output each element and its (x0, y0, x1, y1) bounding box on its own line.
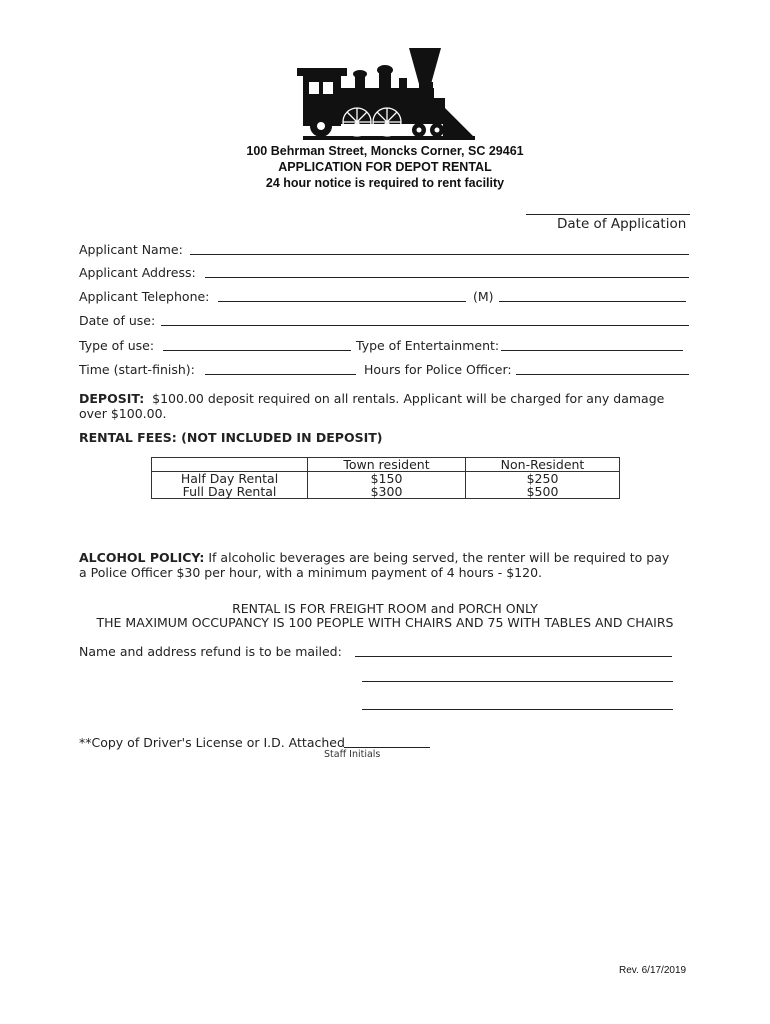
applicant-address-label: Applicant Address: (79, 265, 196, 280)
mobile-label: (M) (473, 289, 494, 304)
train-logo (293, 44, 478, 144)
table-cell: Half Day Rental (152, 472, 308, 486)
license-label: **Copy of Driver's License or I.D. Attached (79, 735, 345, 750)
deposit-text: $100.00 deposit required on all rentals. Applicant will be charged for any damage over $100.00. (79, 391, 665, 421)
alcohol-policy-paragraph (79, 550, 679, 580)
table-cell: $500 (466, 485, 620, 499)
hours-police-field[interactable] (516, 374, 689, 375)
type-of-use-field[interactable] (163, 350, 351, 351)
hours-police-label: Hours for Police Officer: (364, 362, 512, 377)
alcohol-policy-label: ALCOHOL POLICY: (79, 550, 205, 565)
table-header-row (152, 458, 620, 472)
occupancy-note: THE MAXIMUM OCCUPANCY IS 100 PEOPLE WITH CHAIRS AND 75 WITH TABLES AND CHAIRS (96, 615, 674, 630)
applicant-telephone-field[interactable] (218, 301, 466, 302)
date-of-application-field[interactable] (526, 214, 690, 215)
applicant-name-label: Applicant Name: (79, 242, 183, 257)
date-of-application-label: Date of Application (557, 216, 687, 232)
table-cell: Full Day Rental (152, 485, 308, 499)
table-row (152, 485, 620, 499)
rental-scope-note: RENTAL IS FOR FREIGHT ROOM and PORCH ONLY (232, 601, 538, 616)
applicant-telephone-label: Applicant Telephone: (79, 289, 210, 304)
table-header-cell: Non-Resident (466, 458, 620, 472)
alcohol-policy-text: If alcoholic beverages are being served, the renter will be required to pay a Police Officer $30 per hour, with a minimum payment of 4 hours - $120. (79, 550, 670, 580)
table-cell: $300 (308, 485, 466, 499)
date-of-use-field[interactable] (161, 325, 689, 326)
table-header-cell (152, 458, 308, 472)
header-address: 100 Behrman Street, Moncks Corner, SC 29461 (246, 144, 524, 158)
deposit-label: DEPOSIT: (79, 391, 145, 406)
type-of-entertainment-field[interactable] (501, 350, 683, 351)
rental-fees-heading: RENTAL FEES: (NOT INCLUDED IN DEPOSIT) (79, 430, 383, 445)
type-of-entertainment-label: Type of Entertainment: (356, 338, 500, 353)
refund-field-line-3[interactable] (362, 709, 673, 710)
mobile-phone-field[interactable] (499, 301, 686, 302)
header-notice: 24 hour notice is required to rent facility (265, 176, 505, 190)
table-row (152, 472, 620, 486)
staff-initials-label: Staff Initials (324, 749, 381, 760)
deposit-paragraph (79, 391, 694, 421)
refund-field-line-2[interactable] (362, 681, 673, 682)
refund-field-line-1[interactable] (355, 656, 672, 657)
table-cell: $150 (308, 472, 466, 486)
staff-initials-field[interactable] (344, 747, 430, 748)
page-title: APPLICATION FOR DEPOT RENTAL (278, 160, 492, 174)
time-label: Time (start-finish): (79, 362, 195, 377)
date-of-use-label: Date of use: (79, 313, 156, 328)
type-of-use-label: Type of use: (79, 338, 155, 353)
applicant-name-field[interactable] (190, 254, 689, 255)
time-field[interactable] (205, 374, 356, 375)
applicant-address-field[interactable] (205, 277, 689, 278)
rental-fees-table (151, 457, 620, 499)
revision-date: Rev. 6/17/2019 (619, 965, 687, 976)
refund-label: Name and address refund is to be mailed: (79, 644, 342, 659)
table-cell: $250 (466, 472, 620, 486)
table-header-cell: Town resident (308, 458, 466, 472)
